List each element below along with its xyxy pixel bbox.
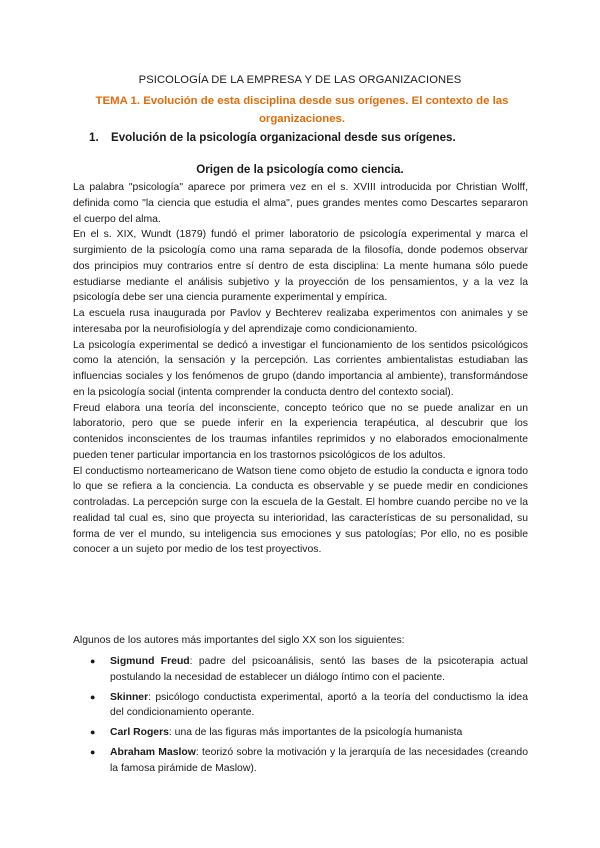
list-item bbox=[90, 745, 528, 777]
document-title: PSICOLOGÍA DE LA EMPRESA Y DE LAS ORGANIZACIONES bbox=[138, 74, 462, 86]
bullet-icon: ● bbox=[90, 691, 96, 702]
list-item bbox=[90, 654, 528, 686]
list-item bbox=[90, 690, 528, 722]
bullet-icon: ● bbox=[90, 656, 96, 666]
paragraph: En el s. XIX, Wundt (1879) fundó el primer laboratorio de psicología experimental y marca el surgimiento de la psicología como una rama separada de la filosofía, donde podemos observar dos principios muy contrarios entre sí dentro de esta disciplina: La mente humana sólo puede estudiarse mediante el análisis subjetivo y la proyección de los pensamientos, y a la vez la psicología debe ser una ciencia puramente experimental y empírica. bbox=[73, 229, 528, 304]
author-description: : una de las figuras más importantes de la psicología humanista bbox=[168, 727, 463, 738]
author-name: Carl Rogers bbox=[110, 727, 169, 738]
section-title: Evolución de la psicología organizacional desde sus orígenes. bbox=[111, 131, 456, 144]
subsection-title: Origen de la psicología como ciencia. bbox=[196, 163, 404, 176]
paragraph: El conductismo norteamericano de Watson tiene como objeto de estudio la conducta e ignora todo lo que se refiera a la conciencia. La conducta es observable y se puede medir en condiciones controladas. La percepción surge con la escuela de la Gestalt. El hombre cuando percibe no ve la realidad tal cual es, sino que proyecta su interioridad, las características de su personalidad, su forma de ver el mundo, su inteligencia sus emociones y sus patologías; Por ello, no es posible conocer a un sujeto por medio de los test proyectivos. bbox=[73, 465, 528, 556]
paragraph: La escuela rusa inaugurada por Pavlov y Bechterev realizaba experimentos con animales y se interesaba por la neurofisiología y del aprendizaje como condicionamiento. bbox=[73, 308, 528, 335]
author-name: Skinner bbox=[110, 691, 149, 703]
paragraph: La palabra "psicología" aparece por primera vez en el s. XVIII introducida por Christian Wolff, definida como "la ciencia que estudia el alma", pues grandes mentes como Descartes separaron el cuerpo del alma. bbox=[73, 182, 528, 225]
paragraph: La psicología experimental se dedicó a investigar el funcionamiento de los sentidos psicológicos como la atención, la sensación y la percepción. Las corrientes ambientalistas estudiaban las influencias sociales y los fenómenos de grupo (dando importancia al ambiente), transformándose en la psicología social (intenta comprender la conducta dentro del contexto social). bbox=[73, 339, 528, 398]
author-description: : teorizó sobre la motivación y la jerarquía de las necesidades (creando la famosa pirámide de Maslow). bbox=[110, 746, 528, 774]
bullet-icon: ● bbox=[90, 727, 96, 737]
body-text bbox=[73, 180, 528, 558]
paragraph: Freud elabora una teoría del inconsciente, concepto teórico que no se puede analizar en un laboratorio, pero que se puede inferir en la experiencia terapéutica, al descubrir que los contenidos inconscientes de los traumas infantiles reprimidos y no elaborados emocionalmente pueden tener particular importancia en los trastornos psicológicos de los adultos. bbox=[73, 402, 528, 461]
author-name: Sigmund Freud bbox=[110, 656, 190, 667]
author-name: Abraham Maslow bbox=[110, 746, 196, 758]
authors-list bbox=[90, 654, 528, 780]
section-heading bbox=[89, 131, 529, 144]
author-description: : padre del psicoanálisis, sentó las bases de la psicoterapia actual postulando la necesidad de establecer un diálogo íntimo con el paciente. bbox=[110, 656, 528, 683]
bullet-icon: ● bbox=[90, 746, 96, 757]
list-item bbox=[90, 725, 528, 741]
authors-intro: Algunos de los autores más importantes del siglo XX son los siguientes: bbox=[73, 635, 405, 646]
section-number: 1. bbox=[89, 131, 99, 144]
topic-heading: TEMA 1. Evolución de esta disciplina desde sus orígenes. El contexto de las organizaciones. bbox=[95, 95, 509, 125]
author-description: : psicólogo conductista experimental, aportó a la teoría del conductismo la idea del condicionamiento operante. bbox=[110, 691, 528, 719]
